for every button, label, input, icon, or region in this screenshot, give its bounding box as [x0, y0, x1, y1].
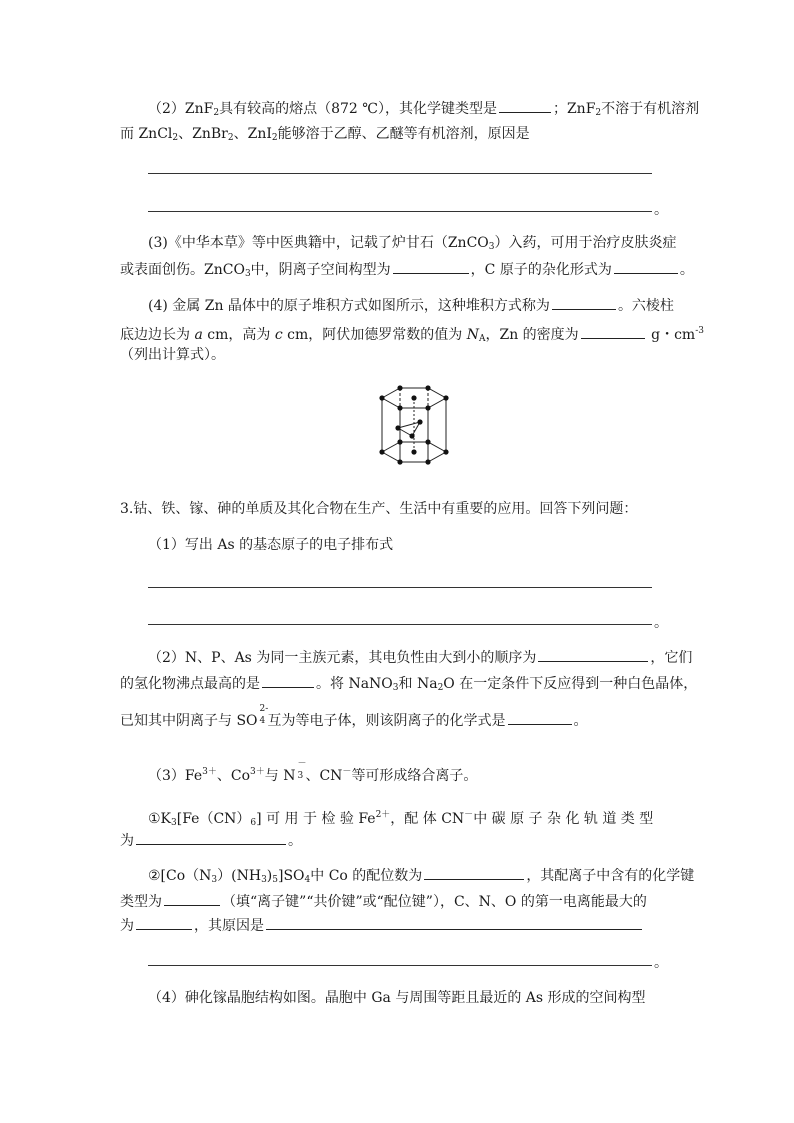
answer-line[interactable]: [148, 624, 652, 625]
answer-line[interactable]: [148, 173, 652, 174]
answer-blank[interactable]: [136, 830, 286, 845]
period-mark: 。: [654, 615, 668, 631]
answer-blank[interactable]: [266, 915, 642, 930]
hcp-crystal-diagram: [370, 380, 460, 470]
q3-p3-1-line1: $①K_3[Fe(CN)_6]$ 可 用 于 检 验 $Fe^{2+}$，配 体 CN－中 碳 原 子 杂 化 轨 道 类 型: [148, 810, 654, 828]
answer-blank[interactable]: [508, 710, 572, 725]
answer-line[interactable]: [148, 965, 652, 966]
q3-p3-2-line1: $②[Co(N_3)(NH_3)_5]SO_4$中 Co 的配位数为 ，其配离子中含有的化学键: [148, 865, 708, 890]
period-mark: 。: [654, 955, 668, 971]
q4-zn-line1: (4) 金属 Zn 晶体中的原子堆积方式如图所示，这种堆积方式称为 。六棱柱: [148, 295, 708, 316]
answer-blank[interactable]: [581, 324, 645, 339]
answer-blank[interactable]: [552, 295, 616, 310]
answer-blank[interactable]: [164, 891, 220, 906]
q3-zn-line2: 或表面创伤。ZnCO$_3$中，阴离子空间构型为 ，C 原子的杂化形式为 。: [120, 259, 680, 284]
q3-zn-line1: (3)《中华本草》等中医典籍中，记载了炉甘石（ZnCO$_3$）入药，可用于治疗皮肤炎症: [148, 235, 677, 252]
q3-title: 3.钴、铁、镓、砷的单质及其化合物在生产、生活中有重要的应用。回答下列问题：: [120, 501, 638, 517]
answer-blank[interactable]: [424, 865, 524, 880]
period-mark: 。: [654, 202, 668, 218]
q3-p3-1-line2: 为 。: [120, 830, 680, 851]
q4-zn-line3: （列出计算式）。: [120, 347, 225, 363]
q3-p2-line2: 的氢化物沸点最高的是 。将 NaNO$_3$和 $Na_2O$ 在一定条件下反应得到一种白色晶体，: [120, 673, 680, 698]
q3-p3-line: $(3)Fe^{3+}$、$Co^{3+}$与 N － 3 、CN－等可形成络合离子。: [148, 759, 478, 784]
q3-p1: （1）写出 As 的基态原子的电子排布式: [148, 537, 394, 553]
answer-blank[interactable]: [393, 259, 469, 274]
q2-line1: （2）ZnF$_2$具有较高的熔点（872 ℃），其化学键类型是 ；ZnF$_2$不溶于有机溶剂: [148, 98, 708, 123]
q3-p3-2-line3: 为 ，其原因是: [120, 915, 680, 936]
answer-blank[interactable]: [499, 98, 551, 113]
answer-blank[interactable]: [136, 915, 192, 930]
answer-line[interactable]: [148, 211, 652, 212]
q3-p3-2-line2: 类型为 （填“离子键”“共价键”或“配位键”），C、N、O 的第一电离能最大的: [120, 891, 680, 912]
answer-blank[interactable]: [262, 673, 314, 688]
q4-zn-line2: 底边边长为 a cm，高为 c cm，阿伏加德罗常数的值为 $N_A$，Zn 的密度为 g・$cm^{-3}$: [120, 326, 704, 344]
q2-line2: 而 ZnCl$_2$、ZnBr$_2$、ZnI$_2$能够溶于乙醇、乙醚等有机溶剂，原因是: [120, 126, 530, 143]
answer-blank[interactable]: [614, 259, 678, 274]
answer-blank[interactable]: [538, 647, 648, 662]
answer-line[interactable]: [148, 587, 652, 588]
q3-p4-line: （4）砷化镓晶胞结构如图。晶胞中 Ga 与周围等距且最近的 As 形成的空间构型: [148, 990, 646, 1006]
q3-p2-line3: 已知其中阴离子与 SO 2- 4 互为等电子体，则该阴离子的化学式是 。: [120, 704, 588, 729]
q3-p2-line1: （2）N、P、As 为同一主族元素，其电负性由大到小的顺序为 ，它们: [148, 647, 708, 668]
